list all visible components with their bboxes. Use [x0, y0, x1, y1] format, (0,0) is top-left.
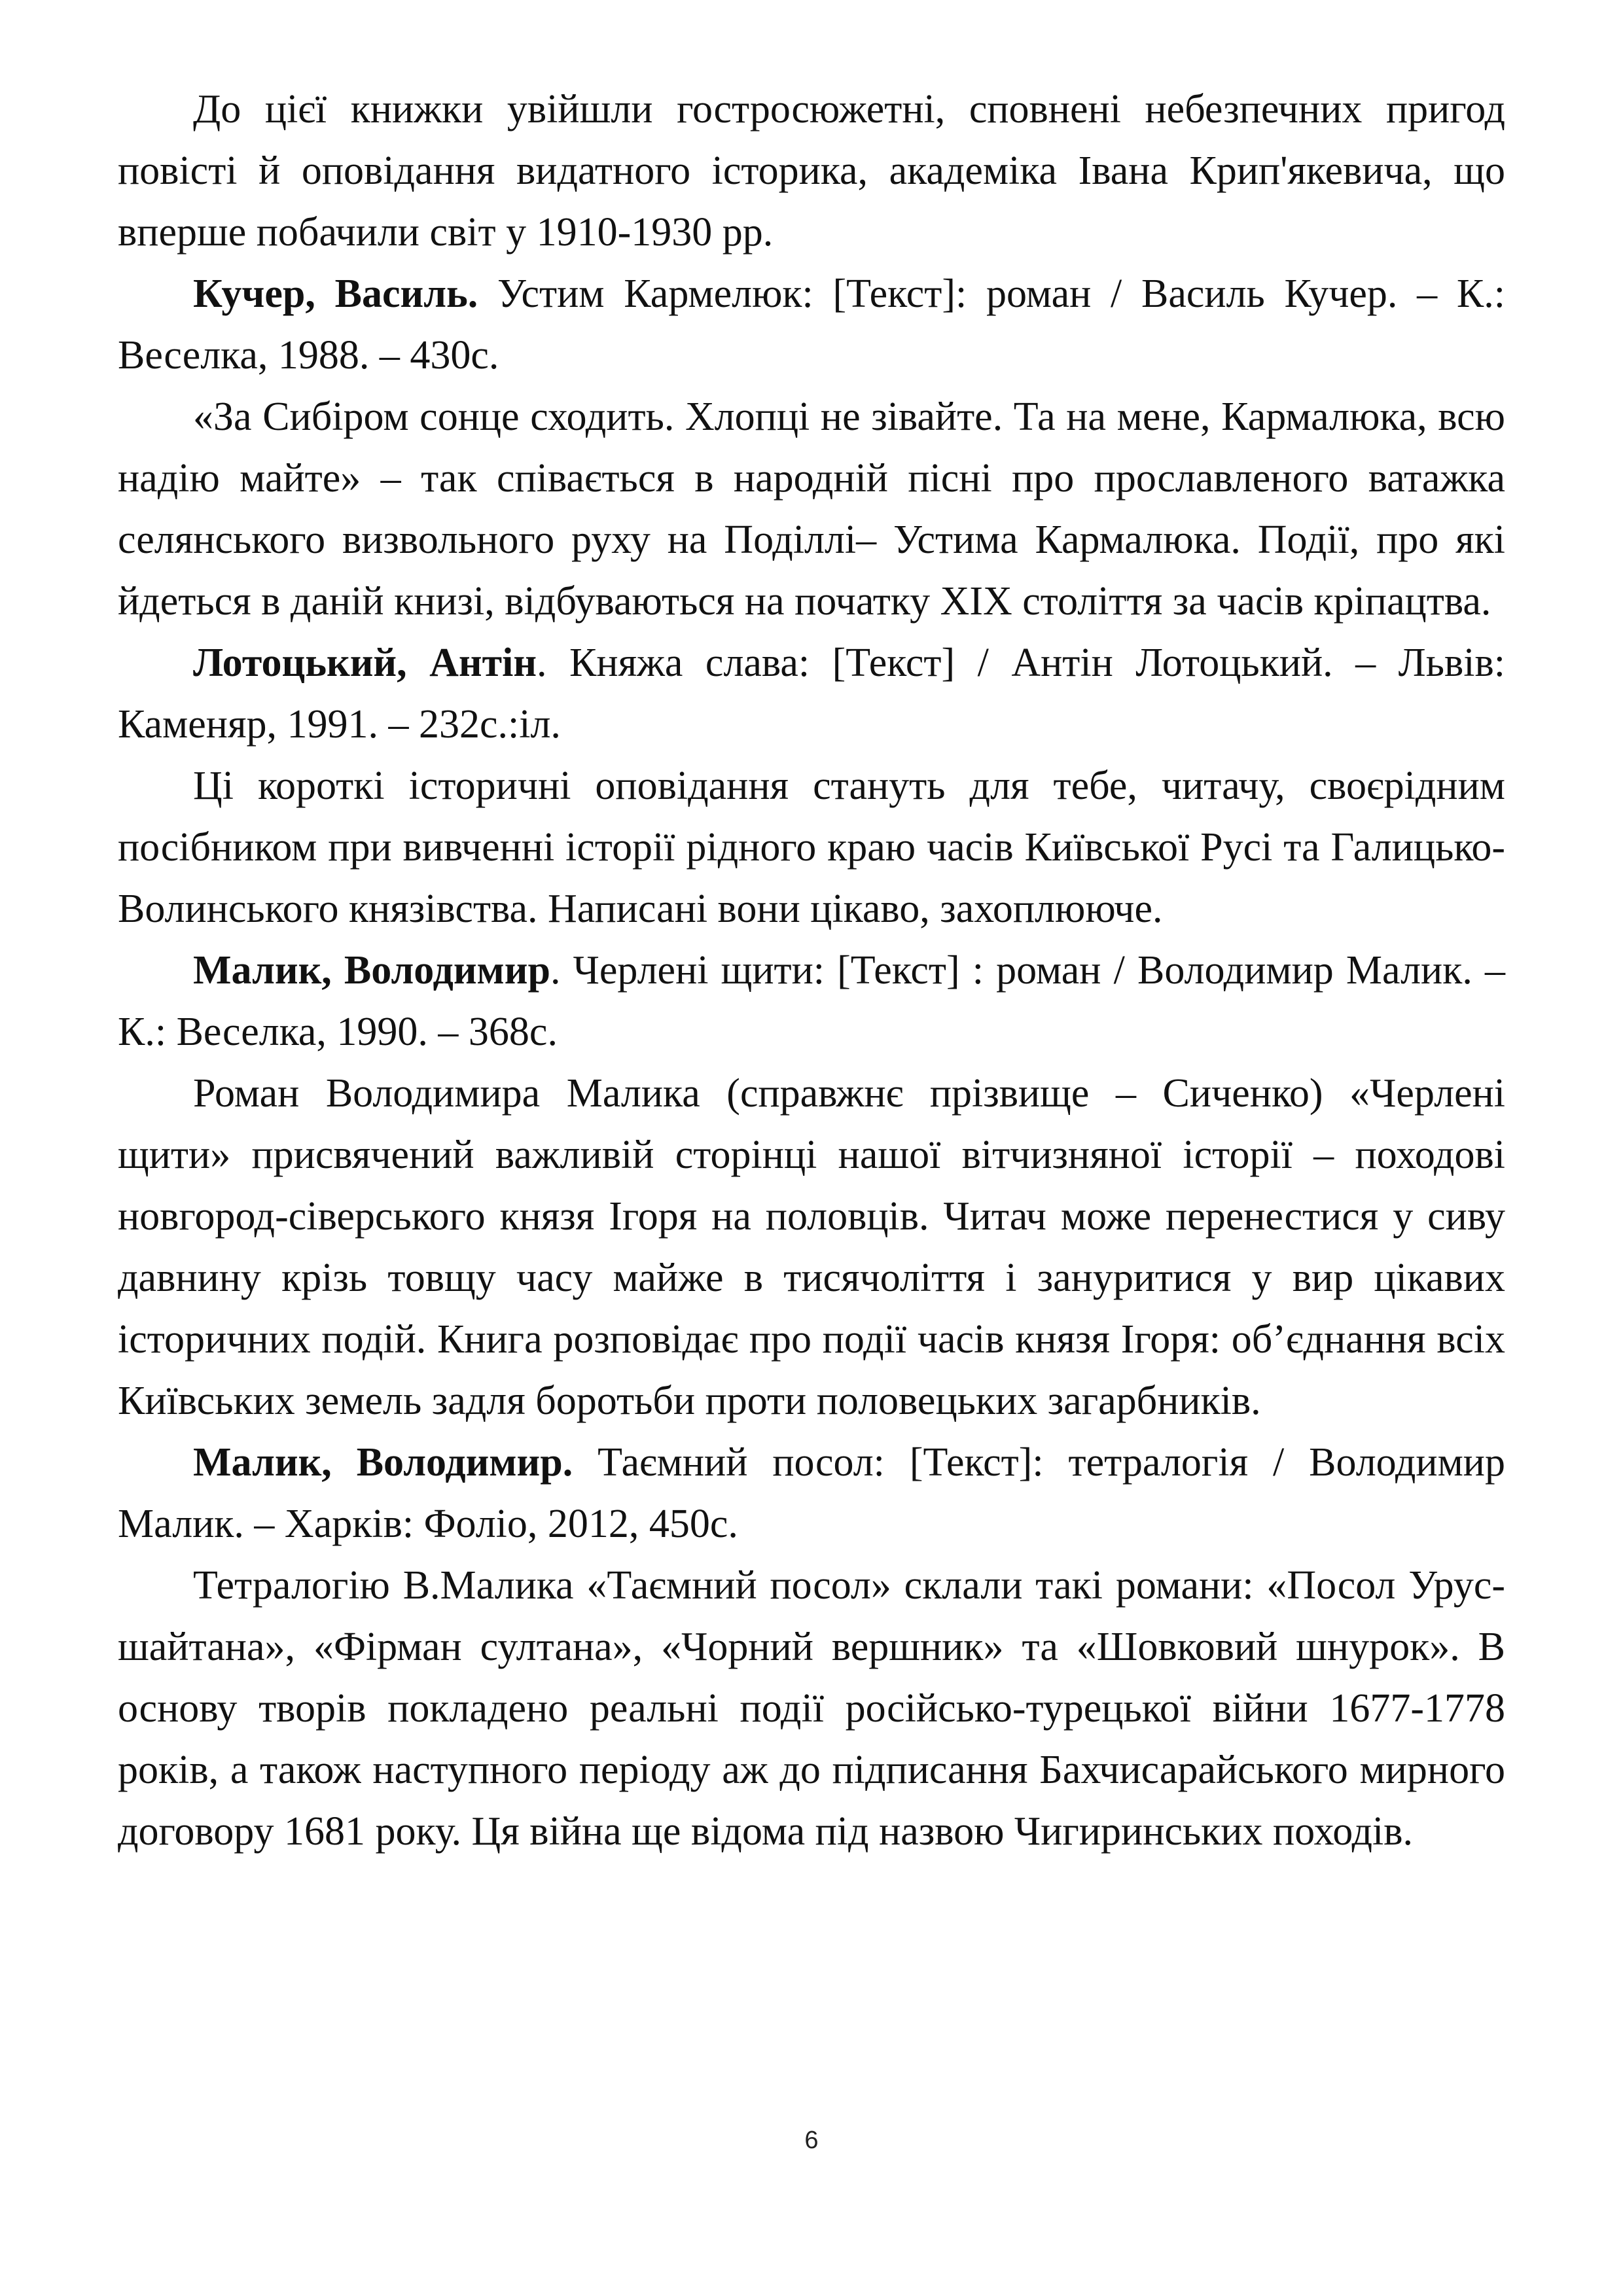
page-body [118, 79, 1505, 1862]
annotation-text: «За Сибіром сонце сходить. Хлопці не зівайте. Та на мене, Кармалюка, всю надію майте» – так співається в народній пісні про прославленого ватажка селянського визвольного руху на Поділлі– Устима Кармалюка. Події, про які йдеться в даній книзі, відбуваються на початку ХІХ століття за часів кріпацтва. [118, 395, 1505, 624]
annotation-malyk-1 [118, 1063, 1505, 1432]
annotation-malyk-2 [118, 1555, 1505, 1862]
author-name: Кучер, Василь. [193, 272, 478, 316]
paragraph-1 [118, 79, 1505, 263]
paragraph-1-text: До цієї книжки увійшли гостросюжетні, сповнені небезпечних пригод повісті й оповідання видатного історика, академіка Івана Крип'якевича, що вперше побачили світ у 1910-1930 рр. [118, 87, 1505, 255]
annotation-text: Роман Володимира Малика (справжнє прізвище – Сиченко) «Черлені щити» присвячений важливій сторінці нашої вітчизняної історії – походові новгород-сіверського князя Ігоря на половців. Читач може перенестися у сиву давнину крізь товщу часу майже в тисячоліття і зануритися у вир цікавих історичних подій. Книга розповідає про події часів князя Ігоря: об’єднання всіх Київських земель задля боротьби проти половецьких загарбників. [118, 1071, 1505, 1423]
annotation-lototskyi [118, 755, 1505, 940]
entry-details: Таємний посол: [Текст]: тетралогія / Володимир Малик. – Харків: Фоліо, 2012, 450с. [118, 1440, 1505, 1546]
author-name: Малик, Володимир [193, 948, 550, 993]
bibliography-entry-kucher [118, 263, 1505, 386]
bibliography-entry-malyk-2 [118, 1432, 1505, 1555]
page-number: 6 [804, 2127, 819, 2154]
author-name: Лотоцький, Антін [193, 641, 537, 685]
entry-details: Устим Кармелюк: [Текст]: роман / Василь Кучер. – К.: Веселка, 1988. – 430с. [118, 272, 1506, 378]
entry-details: . Черлені щити: [Текст] : роман / Володимир Малик. – К.: Веселка, 1990. – 368с. [118, 948, 1505, 1054]
annotation-text: Тетралогію В.Малика «Таємний посол» склали такі романи: «Посол Урус-шайтана», «Фірман султана», «Чорний вершник» та «Шовковий шнурок». В основу творів покладено реальні події російсько-турецької війни 1677-1778 років, а також наступного періоду аж до підписання Бахчисарайського мирного договору 1681 року. Ця війна ще відома під назвою Чигиринських походів. [118, 1563, 1505, 1854]
annotation-kucher [118, 386, 1505, 632]
entry-details: . Княжа слава: [Текст] / Антін Лотоцький. – Львів: Каменяр, 1991. – 232с.:іл. [118, 641, 1505, 747]
author-name: Малик, Володимир. [193, 1440, 573, 1485]
bibliography-entry-lototskyi [118, 632, 1505, 755]
annotation-text: Ці короткі історичні оповідання стануть для тебе, читачу, своєрідним посібником при вивченні історії рідного краю часів Київської Русі та Галицько-Волинського князівства. Написані вони цікаво, захоплююче. [118, 764, 1505, 931]
bibliography-entry-malyk-1 [118, 940, 1505, 1063]
